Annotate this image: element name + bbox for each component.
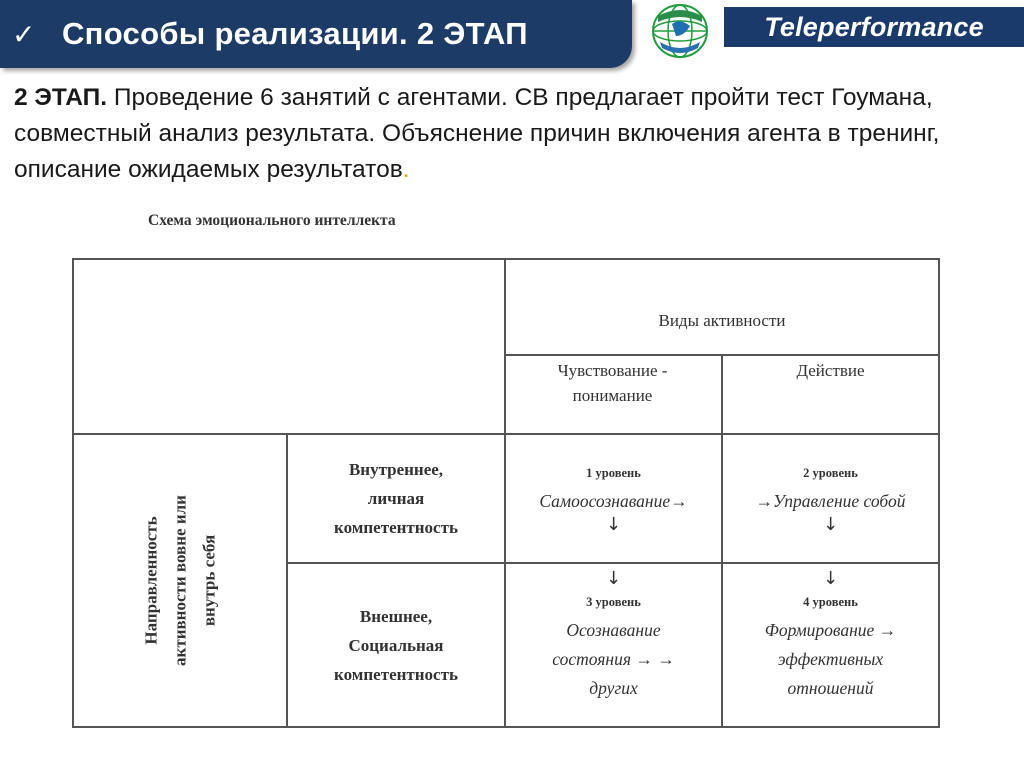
level-3-text: Осознавание состояния → → других <box>552 620 675 698</box>
down-arrow-icon: ↓ <box>605 514 622 535</box>
down-arrow-icon: ↓ <box>822 514 839 535</box>
level-1-cell <box>506 435 721 562</box>
row-label-internal <box>288 435 504 562</box>
scheme-title: Схема эмоционального интеллекта <box>148 212 396 229</box>
level-4-text: Формирование → эффективных отношений <box>764 620 897 698</box>
level-2-cell <box>723 435 938 562</box>
globe-logo-icon <box>650 2 710 60</box>
intro-lead: 2 ЭТАП. <box>14 84 108 111</box>
check-icon: ✓ <box>12 17 36 51</box>
level-4-cell <box>723 564 938 726</box>
activity-header-text: Виды активности <box>658 310 786 330</box>
column-action <box>721 354 940 433</box>
level-1-text: Самоосознавание→ <box>539 491 688 511</box>
page-title: Способы реализации. 2 ЭТАП <box>62 16 528 51</box>
level-4-label: 4 уровень <box>803 595 858 609</box>
level-1-label: 1 уровень <box>586 466 641 480</box>
down-arrow-icon: ↓ <box>822 568 839 589</box>
emotional-intelligence-scheme <box>72 258 940 728</box>
column-feeling-text: Чувствование - понимание <box>557 361 668 405</box>
down-arrow-icon: ↓ <box>605 568 622 589</box>
intro-dot: . <box>402 156 410 183</box>
row-label-external-text: Внешнее, Социальная компетентность <box>334 606 458 684</box>
level-2-text: →Управление собой <box>755 491 906 511</box>
title-bar <box>0 0 632 68</box>
level-2-label: 2 уровень <box>803 466 858 480</box>
brand-logo <box>724 7 1024 47</box>
activity-header <box>504 258 940 354</box>
level-3-label: 3 уровень <box>586 595 641 609</box>
direction-label <box>72 433 288 728</box>
brand-name: Teleperformance <box>764 11 984 42</box>
direction-label-text: Направленность активности вовне или внутрь себя <box>141 495 219 666</box>
column-feeling <box>504 354 721 433</box>
row-label-internal-text: Внутреннее, личная компетентность <box>334 460 458 537</box>
column-action-text: Действие <box>796 361 865 380</box>
intro-paragraph <box>14 80 1014 188</box>
row-label-external <box>288 564 504 726</box>
intro-text: Проведение 6 занятий с агентами. СВ предлагает пройти тест Гоумана, совместный анализ результата. Объяснение причин включения агента в тренинг, описание ожидаемых результатов <box>14 84 940 183</box>
level-3-cell <box>506 564 721 726</box>
